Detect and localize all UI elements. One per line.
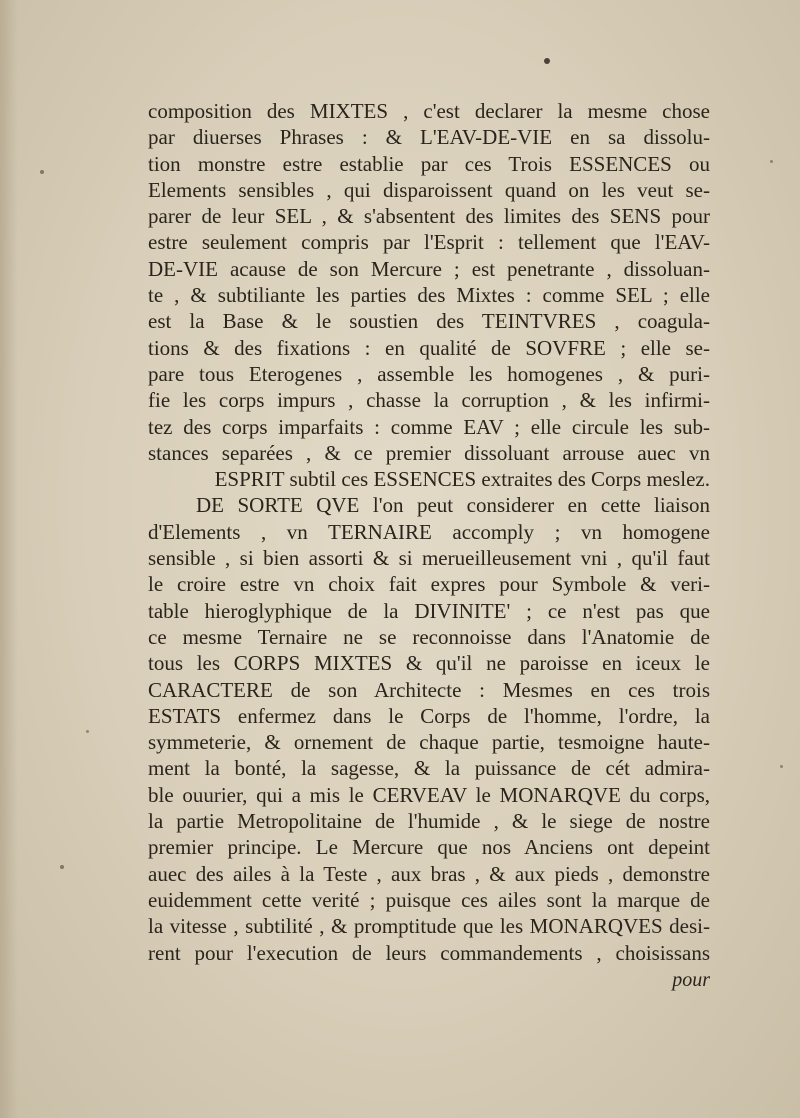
text-line: ce mesme Ternaire ne se reconnoisse dans l'Anatomie de <box>148 624 710 649</box>
text-line: est la Base & le soustien des TEINTVRES , coagula- <box>148 309 710 334</box>
text-line: ble ouurier, qui a mis le CERVEAV le MONARQVE du corps, <box>148 782 710 807</box>
text-line: le croire estre vn choix fait expres pour Symbole & veri- <box>148 572 710 597</box>
ink-speck <box>544 58 550 64</box>
text-line: estre seulement compris par l'Esprit : tellement que l'EAV- <box>148 230 710 255</box>
text-line: DE-VIE acause de son Mercure ; est penetrante , dissoluan- <box>148 256 710 281</box>
body-text <box>148 98 710 966</box>
text-line: te , & subtiliante les parties des Mixtes : comme SEL ; elle <box>148 283 710 308</box>
text-line: rent pour l'execution de leurs commandements , choisissans <box>148 940 710 965</box>
text-line: sensible , si bien assorti & si merueilleusement vni , qu'il faut <box>148 546 710 571</box>
text-line: la partie Metropolitaine de l'humide , & le siege de nostre <box>148 809 710 834</box>
text-line: composition des MIXTES , c'est declarer la mesme chose <box>148 99 710 123</box>
text-line: table hieroglyphique de la DIVINITE' ; ce n'est pas que <box>148 598 710 623</box>
text-line: euidemment cette verité ; puisque ces ailes sont la marque de <box>148 887 710 912</box>
paragraph-start-line: DE SORTE QVE l'on peut considerer en cette liaison <box>196 493 710 518</box>
text-line: pare tous Eterogenes , assemble les homogenes , & puri- <box>148 361 710 386</box>
catchword: pour <box>672 969 710 991</box>
text-line: auec des ailes à la Teste , aux bras , & aux pieds , demonstre <box>148 861 710 886</box>
ink-speck <box>60 865 64 869</box>
text-line: premier principe. Le Mercure que nos Anciens ont depeint <box>148 835 710 860</box>
text-line: fie les corps impurs , chasse la corruption , & les infirmi- <box>148 388 710 413</box>
text-line: Elements sensibles , qui disparoissent quand on les veut se- <box>148 177 710 202</box>
text-line: parer de leur SEL , & s'absentent des limites des SENS pour <box>148 204 710 229</box>
text-line: ESPRIT subtil ces ESSENCES extraites des Corps meslez. <box>214 467 710 492</box>
ink-speck <box>770 160 773 163</box>
text-line: tions & des fixations : en qualité de SOVFRE ; elle se- <box>148 335 710 360</box>
ink-speck <box>780 765 783 768</box>
text-line: par diuerses Phrases : & L'EAV-DE-VIE en sa dissolu- <box>148 125 710 150</box>
text-line: stances separées , & ce premier dissoluant arrouse auec vn <box>148 440 710 465</box>
text-line: d'Elements , vn TERNAIRE accomply ; vn homogene <box>148 519 710 544</box>
text-line: ESTATS enfermez dans le Corps de l'homme, l'ordre, la <box>148 703 710 728</box>
ink-speck <box>86 730 89 733</box>
text-line: CARACTERE de son Architecte : Mesmes en ces trois <box>148 677 710 702</box>
text-line: tez des corps imparfaits : comme EAV ; elle circule les sub- <box>148 414 710 439</box>
text-line: la vitesse , subtilité , & promptitude que les MONARQVES desi- <box>148 914 710 939</box>
text-line: tion monstre estre establie par ces Trois ESSENCES ou <box>148 151 710 176</box>
text-line: ment la bonté, la sagesse, & la puissance de cét admira- <box>148 756 710 781</box>
text-line: symmeterie, & ornement de chaque partie, tesmoigne haute- <box>148 730 710 755</box>
page-gutter-shadow <box>0 0 18 1118</box>
ink-speck <box>40 170 44 174</box>
text-line: tous les CORPS MIXTES & qu'il ne paroisse en iceux le <box>148 651 710 676</box>
